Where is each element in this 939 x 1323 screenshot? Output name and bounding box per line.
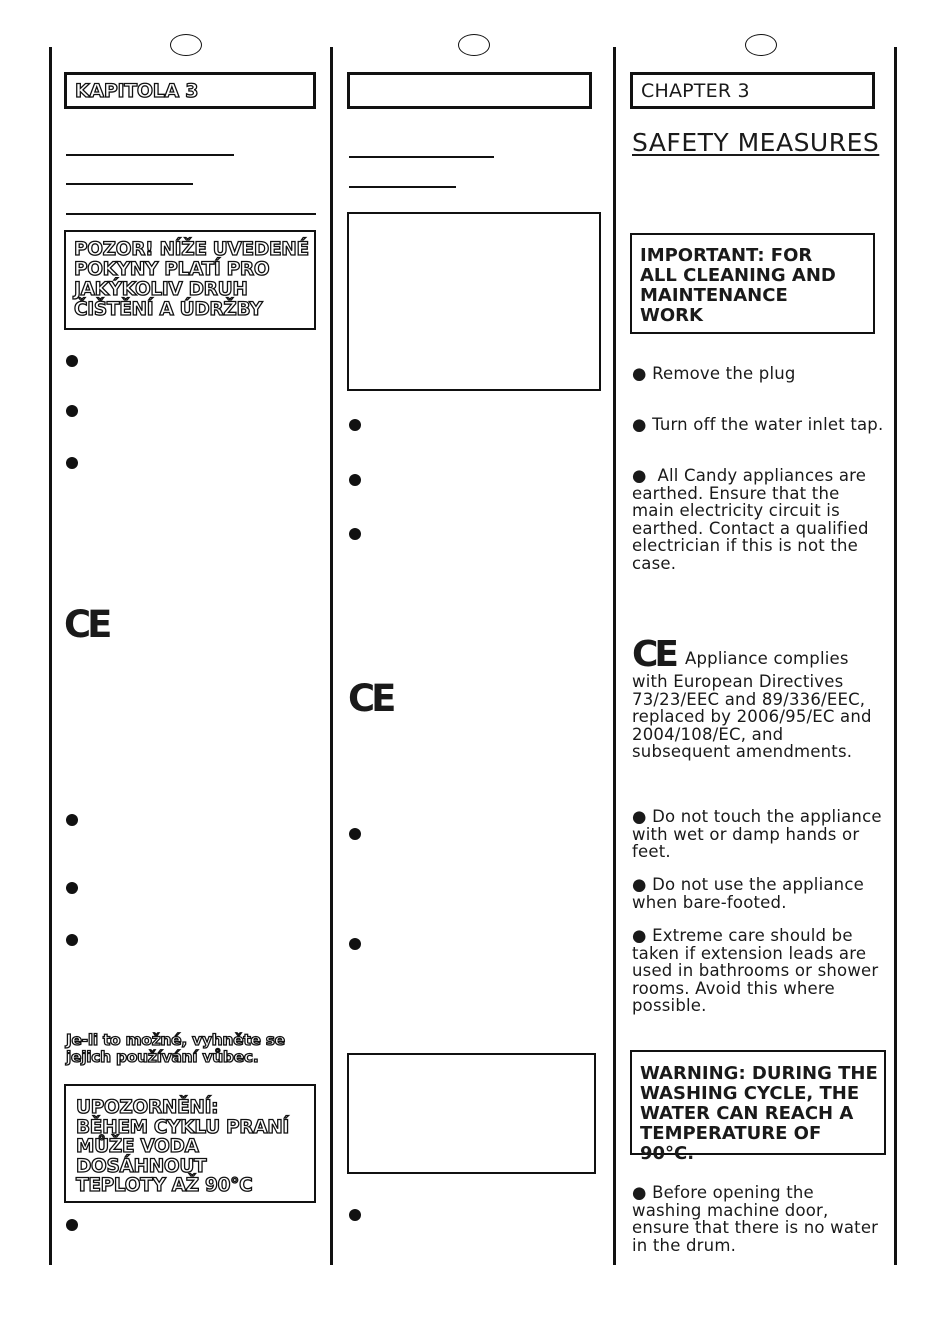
bullet-dot: ●: [632, 466, 647, 485]
bullet-dot: ●: [632, 875, 647, 894]
extension-note-cz: Je-li to možné, vyhněte se jejich používání vůbec.: [66, 1031, 285, 1066]
temperature-box-middle: [347, 1053, 596, 1174]
bullet-dot: [349, 938, 361, 950]
bullet-water-tap: ● Turn off the water inlet tap.: [632, 415, 884, 434]
bullet-dot: [66, 1219, 78, 1231]
column-divider-left: [49, 47, 52, 1265]
column-divider-mid-right: [613, 47, 616, 1265]
bullet-dot: [66, 814, 78, 826]
bullet-dot: [66, 934, 78, 946]
chapter-title-middle: [347, 72, 592, 109]
ce-mark: CE: [64, 603, 109, 646]
warning-box-middle: [347, 212, 601, 391]
bullet-dot: [349, 474, 361, 486]
bullet-bare-footed: ● Do not use the appliance when bare-footed.: [632, 875, 864, 912]
heading-rule: [66, 183, 193, 185]
temperature-warning-text: WARNING: DURING THE WASHING CYCLE, THE WATER CAN REACH A TEMPERATURE OF 90°C.: [640, 1063, 878, 1164]
warning-text-cz: POZOR! NÍŽE UVEDENÉ POKYNY PLATÍ PRO JAKÝKOLIV DRUH ČIŠTĚNÍ A ÚDRŽBY: [74, 239, 309, 320]
temperature-box-cz: [64, 1084, 316, 1203]
bullet-dot: ●: [632, 415, 647, 434]
ce-compliance: CE Appliance complies with European Directives 73/23/EEC and 89/336/EEC, replaced by 2006/95/EC and 2004/108/EC, and subsequent amendments.: [632, 634, 872, 761]
bullet-dot: [349, 828, 361, 840]
language-marker-oval: [170, 34, 202, 56]
bullet-dot: [349, 419, 361, 431]
column-divider-right: [894, 47, 897, 1265]
ce-mark: CE: [632, 634, 676, 675]
chapter-title-en: CHAPTER 3: [630, 72, 875, 109]
important-box: [630, 233, 875, 334]
heading-rule: [349, 156, 494, 158]
bullet-dot: ●: [632, 926, 647, 945]
important-text: IMPORTANT: FOR ALL CLEANING AND MAINTENANCE WORK: [640, 245, 836, 326]
bullet-dot: ●: [632, 364, 647, 383]
bullet-extension-leads: ● Extreme care should be taken if extension leads are used in bathrooms or shower rooms. Avoid this where possible.: [632, 926, 879, 1015]
safety-heading: SAFETY MEASURES: [632, 128, 880, 157]
ce-mark: CE: [348, 677, 393, 720]
bullet-earthed: ● All Candy appliances are earthed. Ensure that the main electricity circuit is earthed. Contact a qualified electrician if this is not the case.: [632, 466, 869, 573]
language-marker-oval: [745, 34, 777, 56]
column-divider-mid-left: [330, 47, 333, 1265]
bullet-dot: ●: [632, 807, 647, 826]
bullet-remove-plug: ● Remove the plug: [632, 364, 796, 383]
bullet-dot: [66, 457, 78, 469]
temperature-warning-box: [630, 1050, 886, 1164]
bullet-dot: ●: [632, 1183, 647, 1202]
language-marker-oval: [458, 34, 490, 56]
heading-rule: [66, 154, 234, 156]
bullet-dot: [349, 1209, 361, 1221]
bullet-dot: [66, 405, 78, 417]
temperature-text-cz: UPOZORNĚNÍ: BĚHEM CYKLU PRANÍ MŮŽE VODA DOSÁHNOUT TEPLOTY AŽ 90°C: [76, 1097, 289, 1196]
bullet-dot: [66, 882, 78, 894]
heading-rule: [349, 186, 456, 188]
warning-box-cz: [64, 230, 316, 330]
bullet-wet-hands: ● Do not touch the appliance with wet or damp hands or feet.: [632, 807, 882, 861]
bullet-dot: [66, 355, 78, 367]
chapter-title-cz: KAPITOLA 3: [64, 72, 316, 109]
heading-rule: [66, 213, 316, 215]
bullet-dot: [349, 528, 361, 540]
bullet-drum-water: ● Before opening the washing machine door, ensure that there is no water in the drum.: [632, 1183, 879, 1255]
